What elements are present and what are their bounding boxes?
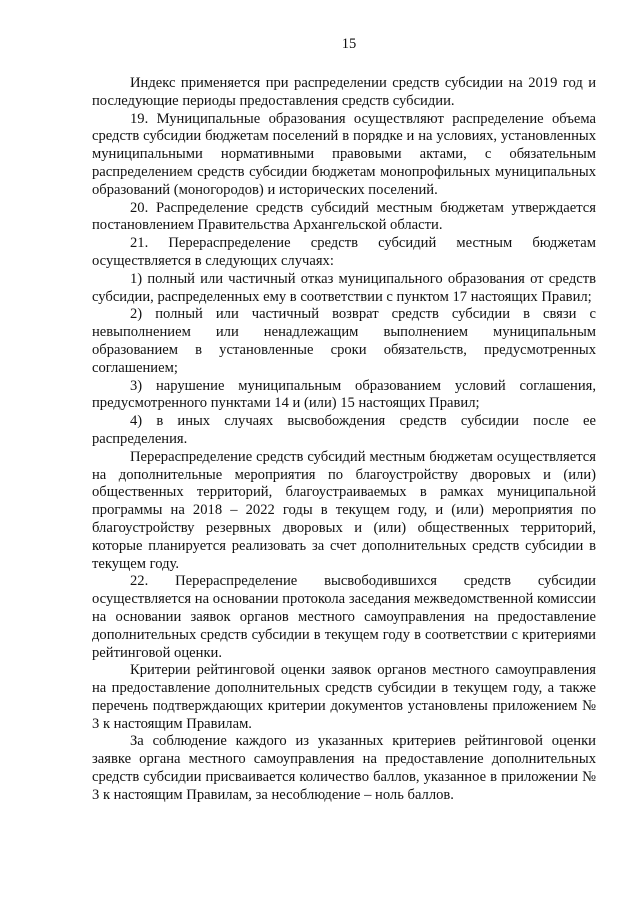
list-item-paragraph: 3) нарушение муниципальным образованием условий соглашения, предусмотренного пунктами 14 и (или) 15 настоящих Правил;: [92, 377, 596, 412]
paragraph: За соблюдение каждого из указанных критериев рейтинговой оценки заявке органа местного самоуправления на предоставление дополнительных средств субсидии присваивается количество баллов, указанное в приложении № 3 к настоящим Правилам, за несоблюдение – ноль баллов.: [92, 733, 596, 803]
list-item-paragraph: 2) полный или частичный возврат средств субсидии в связи с невыполнением или ненадлежащим выполнением муниципальным образованием в установленные сроки обязательств, предусмотренных соглашением;: [92, 306, 596, 376]
paragraph: 22. Перераспределение высвободившихся средств субсидии осуществляется на основании протокола заседания межведомственной комиссии на основании заявок органов местного самоуправления на предоставление дополнительных средств субсидии в текущем году в соответствии с критериями рейтинговой оценки.: [92, 573, 596, 661]
paragraph: Перераспределение средств субсидий местным бюджетам осуществляется на дополнительные мероприятия по благоустройству дворовых и (или) общественных территорий, благоустраиваемых в рамках муниципальной программы на 2018 – 2022 годы в текущем году, и (или) мероприятия по благоустройству резервных дворовых и (или) общественных территорий, которые планируется реализовать за счет дополнительных средств субсидии в текущем году.: [92, 448, 596, 572]
paragraph: 19. Муниципальные образования осуществляют распределение объема средств субсидии бюджетам поселений в порядке и на условиях, установленных муниципальными нормативными правовыми актами, с обязательным распределением средств субсидии бюджетам монопрофильных муниципальных образований (моногородов) и исторических поселений.: [92, 110, 596, 198]
paragraph: Индекс применяется при распределении средств субсидии на 2019 год и последующие периоды предоставления средств субсидии.: [92, 75, 596, 109]
paragraph: Критерии рейтинговой оценки заявок органов местного самоуправления на предоставление дополнительных средств субсидии в текущем году, а также перечень подтверждающих критерии документов установлены приложением № 3 к настоящим Правилам.: [92, 662, 596, 732]
page-number: 15: [341, 36, 357, 52]
paragraph: 21. Перераспределение средств субсидий местным бюджетам осуществляется в следующих случаях:: [92, 235, 596, 269]
list-item-paragraph: 4) в иных случаях высвобождения средств субсидии после ее распределения.: [92, 413, 596, 447]
paragraph: 20. Распределение средств субсидий местным бюджетам утверждается постановлением Правительства Архангельской области.: [92, 199, 596, 234]
document-body: [92, 75, 596, 805]
list-item-paragraph: 1) полный или частичный отказ муниципального образования от средств субсидии, распределенных ему в соответствии с пунктом 17 настоящих Правил;: [92, 270, 596, 305]
